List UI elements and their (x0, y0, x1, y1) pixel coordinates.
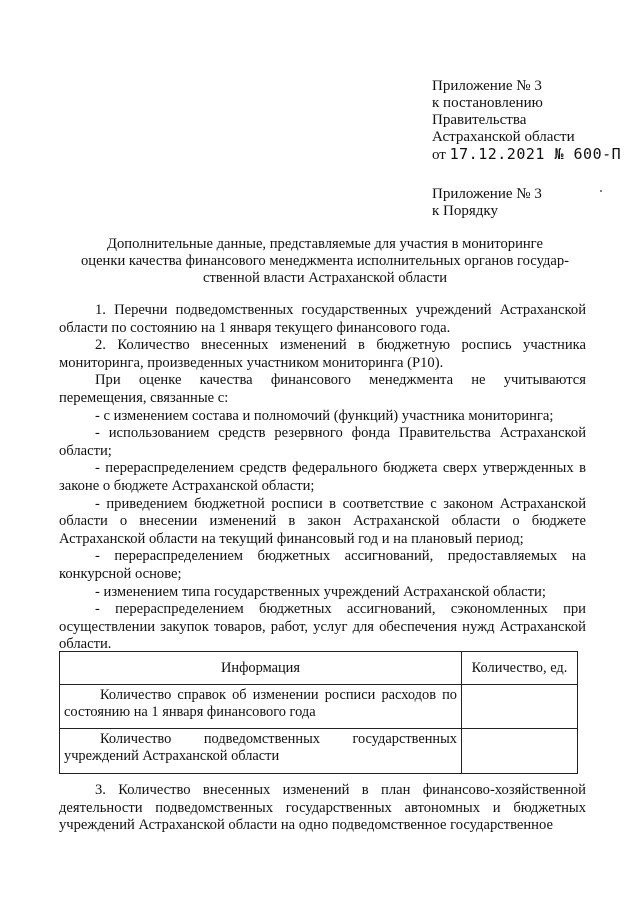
appendix-region: Астраханской области (432, 129, 575, 145)
exclusion-item: - перераспределением бюджетных ассигнований, предоставляемых на конкурсной основе; (59, 548, 586, 582)
exclusion-item: - использованием средств резервного фонда Правительства Астраханской области; (59, 425, 586, 459)
exclusions-intro: При оценке качества финансового менеджмента не учитываются перемещения, связанные с: (59, 372, 586, 406)
appendix-procedure-number: Приложение № 3 (432, 186, 542, 202)
document-title (60, 236, 590, 287)
title-line-3: ственной власти Астраханской области (202, 270, 448, 286)
item-3-block (59, 782, 586, 835)
row-info-cell: Количество справок об изменении росписи расходов по состоянию на 1 января финансового года (60, 685, 462, 729)
document-body (59, 302, 586, 654)
header-quantity: Количество, ед. (462, 652, 578, 685)
appendix-resolution-block (432, 78, 621, 164)
header-information: Информация (60, 652, 462, 685)
appendix-procedure-reference: к Порядку (432, 203, 498, 219)
table-row (60, 685, 578, 729)
date-prefix: от (432, 147, 446, 163)
appendix-number: Приложение № 3 (432, 78, 542, 94)
scan-speck (600, 190, 602, 192)
appendix-reference: к постановлению (432, 95, 543, 111)
table-header-row (60, 652, 578, 685)
resolution-date-number: 17.12.2021 № 600-П (449, 145, 622, 163)
item-3-paragraph: 3. Количество внесенных изменений в план финансово-хозяйственной деятельности подведомственных государственных автономных и бюджетных учреждений Астраханской области на одно подведомственное государственное (59, 782, 586, 834)
title-line-2: оценки качества финансового менеджмента исполнительных органов государ- (80, 253, 570, 269)
appendix-procedure-block (432, 186, 542, 220)
row-quantity-cell (462, 729, 578, 774)
item-1-paragraph: 1. Перечни подведомственных государственных учреждений Астраханской области по состоянию на 1 января текущего финансового года. (59, 302, 586, 336)
information-table (59, 651, 578, 774)
item-2-paragraph: 2. Количество внесенных изменений в бюджетную роспись участника мониторинга, произведенных участником мониторинга (P10). (59, 337, 586, 371)
exclusion-item: - перераспределением бюджетных ассигнований, сэкономленных при осуществлении закупок товаров, работ, услуг для обеспечения нужд Астраханской области. (59, 601, 586, 653)
exclusion-item: - приведением бюджетной росписи в соответствие с законом Астраханской области о внесении изменений в закон Астраханской области о бюджете Астраханской области на текущий финансовый год и на плановый период; (59, 495, 586, 547)
table-row (60, 729, 578, 774)
exclusion-item: - перераспределением средств федерального бюджета сверх утвержденных в законе о бюджете Астраханской области; (59, 460, 586, 494)
row-quantity-cell (462, 685, 578, 729)
title-line-1: Дополнительные данные, представляемые для участия в мониторинге (107, 236, 543, 252)
row-info-cell: Количество подведомственных государственных учреждений Астраханской области (60, 729, 462, 774)
exclusion-item: - с изменением состава и полномочий (функций) участника мониторинга; (95, 407, 554, 424)
exclusion-item: - изменением типа государственных учреждений Астраханской области; (95, 583, 546, 600)
appendix-date-line (432, 146, 621, 164)
appendix-authority: Правительства (432, 112, 527, 128)
